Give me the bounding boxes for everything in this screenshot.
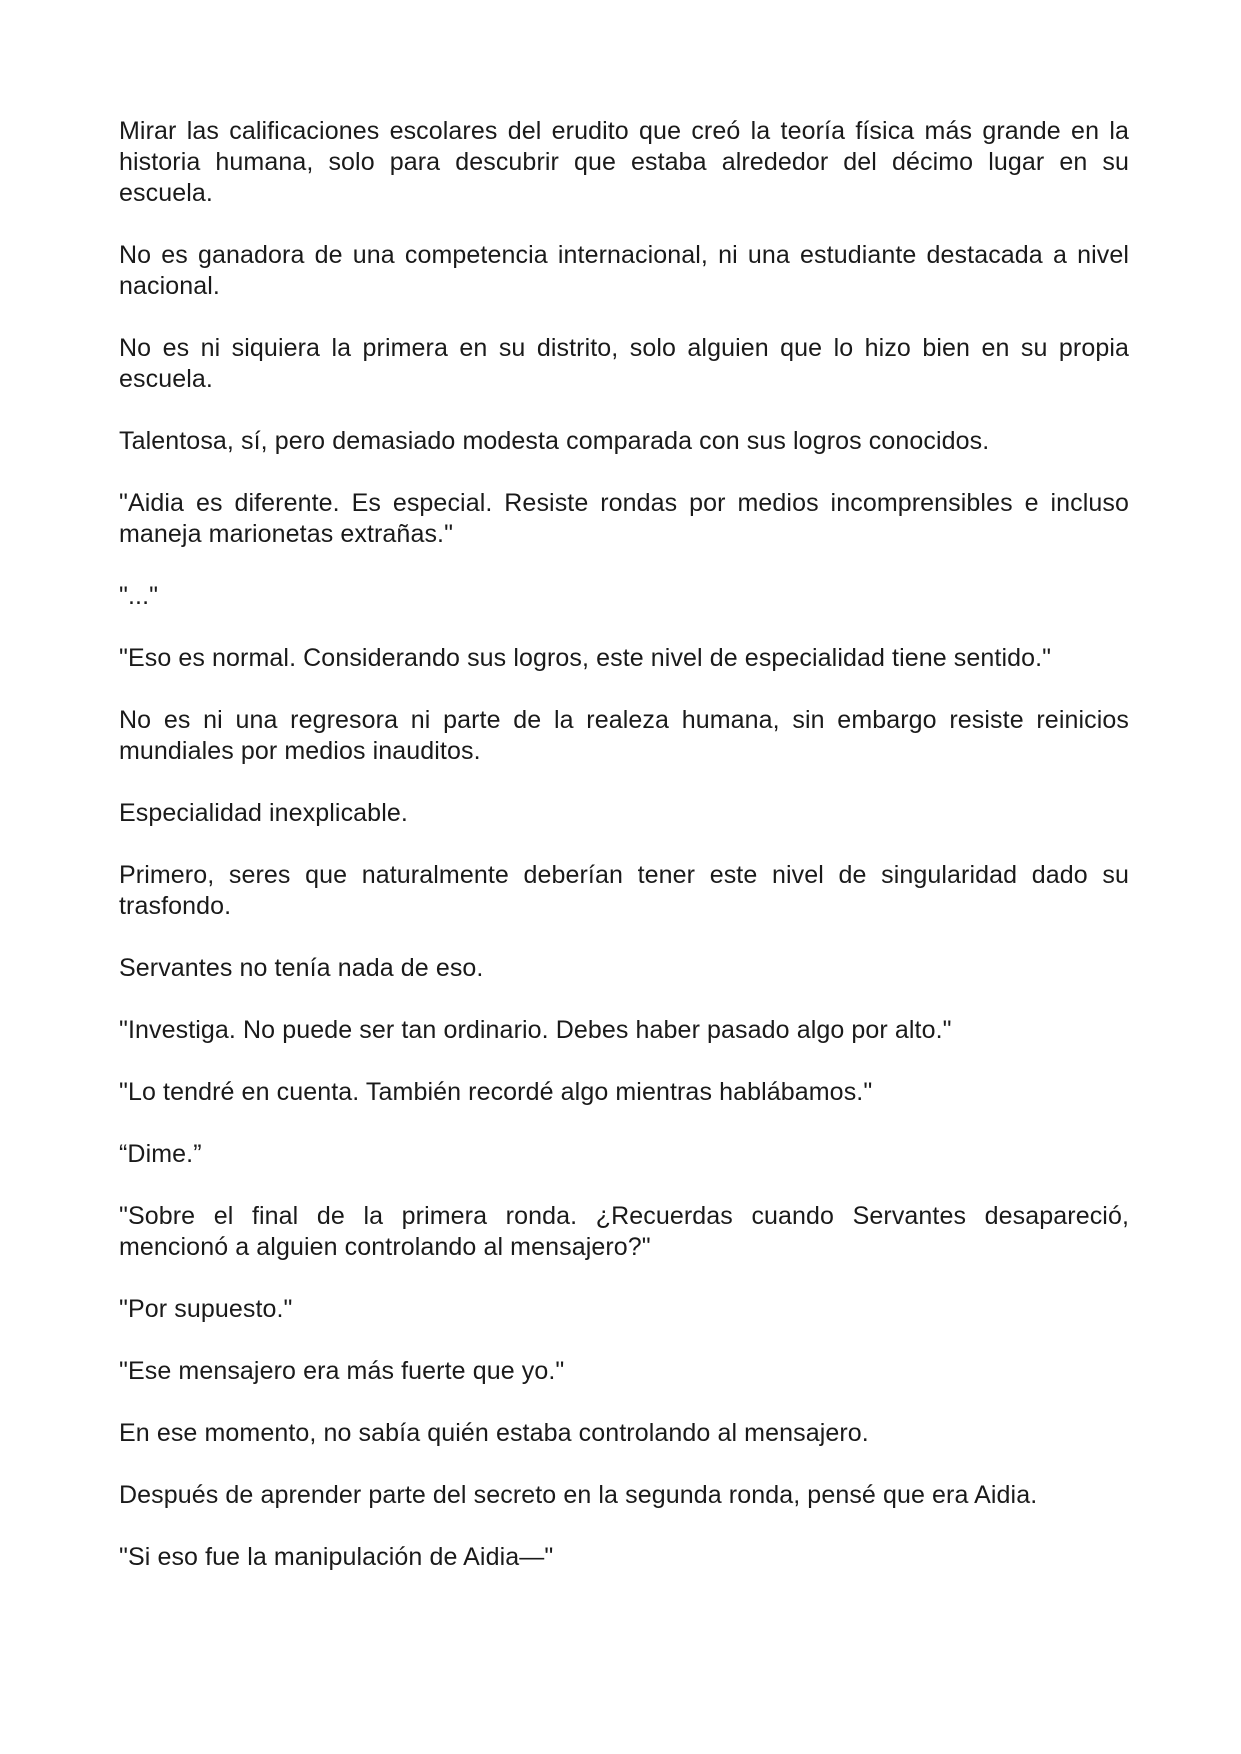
paragraph-15: "Sobre el final de la primera ronda. ¿Recuerdas cuando Servantes desapareció, mencionó a alguien controlando al mensajero?" bbox=[119, 1202, 1129, 1261]
paragraph-17: "Ese mensajero era más fuerte que yo." bbox=[119, 1357, 565, 1385]
paragraph-9: Especialidad inexplicable. bbox=[119, 799, 408, 827]
paragraph-5: "Aidia es diferente. Es especial. Resiste rondas por medios incomprensibles e incluso maneja marionetas extrañas." bbox=[119, 489, 1129, 548]
paragraph-18: En ese momento, no sabía quién estaba controlando al mensajero. bbox=[119, 1419, 869, 1447]
paragraph-3: No es ni siquiera la primera en su distrito, solo alguien que lo hizo bien en su propia escuela. bbox=[119, 334, 1129, 393]
paragraph-2: No es ganadora de una competencia internacional, ni una estudiante destacada a nivel nacional. bbox=[119, 241, 1129, 300]
paragraph-13: "Lo tendré en cuenta. También recordé algo mientras hablábamos." bbox=[119, 1078, 873, 1106]
paragraph-11: Servantes no tenía nada de eso. bbox=[119, 954, 484, 982]
paragraph-10: Primero, seres que naturalmente deberían tener este nivel de singularidad dado su trasfondo. bbox=[119, 861, 1129, 920]
paragraph-16: "Por supuesto." bbox=[119, 1295, 293, 1323]
paragraph-14: “Dime.” bbox=[119, 1140, 202, 1168]
paragraph-7: "Eso es normal. Considerando sus logros, este nivel de especialidad tiene sentido." bbox=[119, 644, 1052, 672]
paragraph-20: "Si eso fue la manipulación de Aidia—" bbox=[119, 1543, 554, 1571]
document-body bbox=[119, 116, 1129, 1604]
paragraph-8: No es ni una regresora ni parte de la realeza humana, sin embargo resiste reinicios mundiales por medios inauditos. bbox=[119, 706, 1129, 765]
paragraph-1: Mirar las calificaciones escolares del erudito que creó la teoría física más grande en la historia humana, solo para descubrir que estaba alrededor del décimo lugar en su escuela. bbox=[119, 117, 1129, 207]
paragraph-12: "Investiga. No puede ser tan ordinario. Debes haber pasado algo por alto." bbox=[119, 1016, 952, 1044]
paragraph-19: Después de aprender parte del secreto en la segunda ronda, pensé que era Aidia. bbox=[119, 1481, 1038, 1509]
paragraph-4: Talentosa, sí, pero demasiado modesta comparada con sus logros conocidos. bbox=[119, 427, 990, 455]
paragraph-6: "..." bbox=[119, 582, 159, 610]
